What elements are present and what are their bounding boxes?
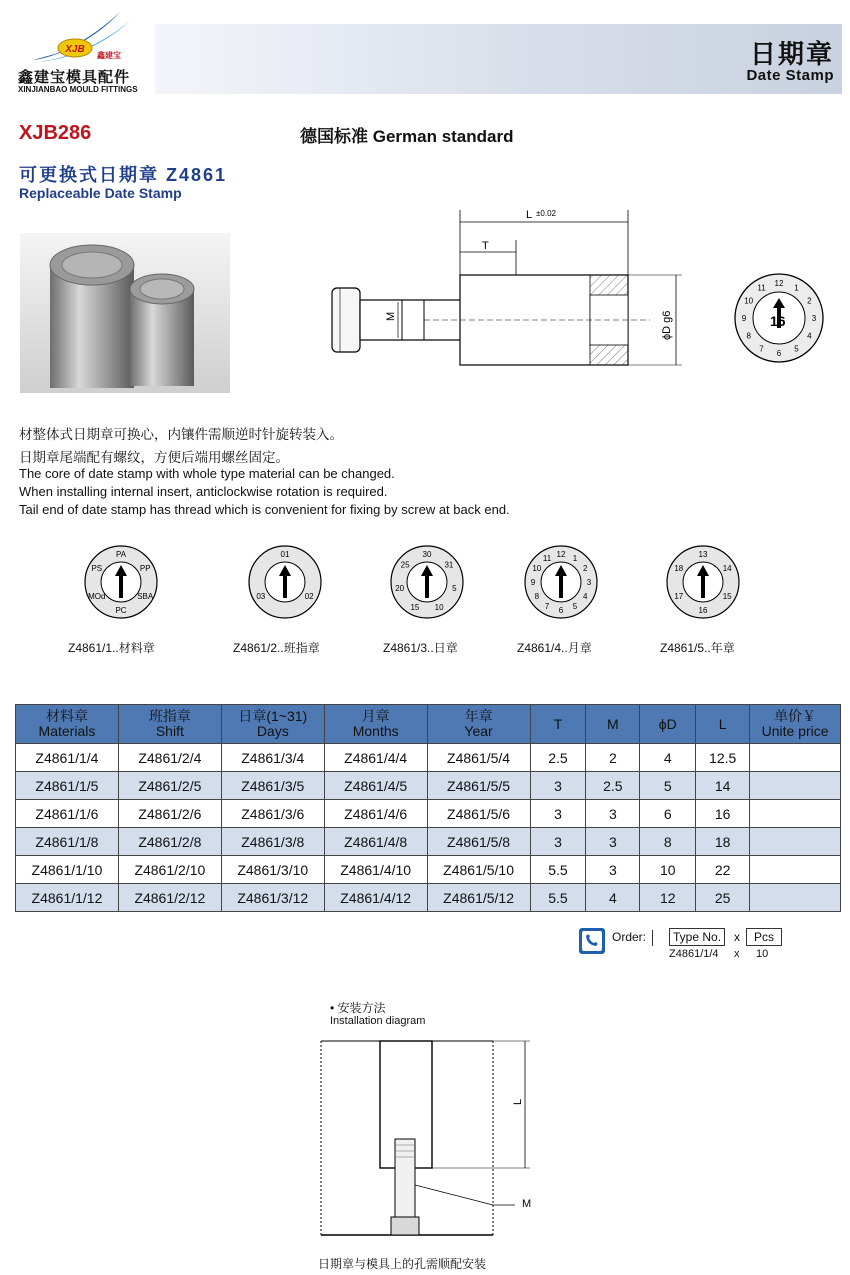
- table-cell: Z4861/1/10: [16, 856, 119, 884]
- table-cell: Z4861/3/6: [221, 800, 324, 828]
- dial-label: 02: [304, 592, 314, 601]
- col-T: T: [530, 705, 586, 744]
- main-dial-number: 9: [741, 314, 747, 323]
- order-example-type: Z4861/1/4: [669, 948, 719, 960]
- dial-label: PC: [115, 606, 127, 615]
- dial-label: 31: [444, 560, 454, 570]
- main-dial-number: 7: [759, 344, 764, 354]
- dial-label: 25: [400, 560, 410, 570]
- company-logo: [25, 6, 150, 68]
- dial-label: 13: [698, 550, 708, 559]
- table-cell: 14: [696, 772, 750, 800]
- table-cell: Z4861/2/12: [118, 884, 221, 912]
- installation-title-en: Installation diagram: [330, 1015, 426, 1027]
- table-cell: Z4861/3/4: [221, 744, 324, 772]
- product-standard: 德国标准 German standard: [300, 127, 514, 146]
- table-row: [16, 884, 841, 912]
- installation-diagram: [315, 1035, 555, 1245]
- table-cell: 5.5: [530, 884, 586, 912]
- header-title-en: Date Stamp: [746, 67, 834, 84]
- table-cell: [750, 884, 841, 912]
- logo-badge-text: XJB: [65, 44, 85, 55]
- dial-label: 16: [698, 606, 708, 615]
- sample-dial-3: [391, 546, 463, 618]
- table-cell: Z4861/5/12: [427, 884, 530, 912]
- table-cell: 16: [696, 800, 750, 828]
- table-cell: 3: [530, 800, 586, 828]
- dial-label: 2: [582, 564, 588, 573]
- table-cell: 2: [586, 744, 640, 772]
- main-dial-number: 12: [774, 279, 784, 288]
- header-title-cn: 日期章: [749, 39, 834, 69]
- table-row: [16, 744, 841, 772]
- order-example-x: x: [734, 948, 740, 960]
- table-row: [16, 800, 841, 828]
- table-cell: Z4861/1/12: [16, 884, 119, 912]
- table-cell: 4: [640, 744, 696, 772]
- dial-label: 1: [572, 553, 578, 563]
- M-dimension-label: M: [385, 311, 397, 321]
- product-name-en: Replaceable Date Stamp: [19, 185, 182, 201]
- table-cell: 3: [530, 828, 586, 856]
- install-M-label: M: [522, 1198, 532, 1210]
- dial-label: 10: [434, 603, 444, 613]
- table-cell: Z4861/3/5: [221, 772, 324, 800]
- spec-table: [15, 704, 841, 912]
- table-cell: 8: [640, 828, 696, 856]
- logo-sub-text: 鑫建宝: [97, 51, 121, 60]
- dial-label: 15: [410, 603, 420, 613]
- main-dial-number: 10: [744, 296, 754, 306]
- table-cell: Z4861/1/5: [16, 772, 119, 800]
- screw-head: [391, 1217, 419, 1235]
- col-materials: 材料章 Materials: [16, 705, 119, 744]
- order-example-qty: 10: [756, 948, 769, 960]
- col-D: ϕD: [640, 705, 696, 744]
- dial-caption-3: Z4861/3..日章: [383, 641, 458, 655]
- dial-label: SBA: [137, 592, 154, 601]
- col-year: 年章 Year: [427, 705, 530, 744]
- table-cell: Z4861/2/5: [118, 772, 221, 800]
- dial-label: 7: [544, 602, 550, 612]
- dial-label: 01: [280, 550, 290, 559]
- dial-label: 3: [586, 578, 592, 587]
- dial-label: 18: [674, 564, 684, 573]
- table-cell: 6: [640, 800, 696, 828]
- table-cell: Z4861/2/6: [118, 800, 221, 828]
- table-cell: Z4861/1/4: [16, 744, 119, 772]
- technical-drawing: [320, 200, 700, 375]
- dial-label: 12: [556, 550, 566, 559]
- dial-label: 11: [542, 553, 552, 563]
- dial-label: 5: [572, 602, 578, 612]
- table-cell: Z4861/2/8: [118, 828, 221, 856]
- table-cell: Z4861/3/10: [221, 856, 324, 884]
- col-shift: 班指章 Shift: [118, 705, 221, 744]
- table-cell: Z4861/5/8: [427, 828, 530, 856]
- table-cell: Z4861/5/10: [427, 856, 530, 884]
- dial-label: 15: [722, 592, 732, 601]
- dial-label: PS: [91, 564, 103, 573]
- table-cell: 5.5: [530, 856, 586, 884]
- main-dial: [733, 272, 825, 364]
- dial-label: PA: [115, 550, 127, 559]
- table-cell: Z4861/4/10: [324, 856, 427, 884]
- dial-label: 30: [422, 550, 432, 559]
- dial-label: 20: [395, 584, 405, 594]
- desc-en-3: Tail end of date stamp has thread which is convenient for fixing by screw at back end.: [19, 502, 510, 517]
- dial-label: MOd: [88, 592, 106, 601]
- table-cell: 18: [696, 828, 750, 856]
- table-cell: 4: [586, 884, 640, 912]
- sample-dial-1: [85, 546, 157, 618]
- table-cell: 10: [640, 856, 696, 884]
- table-cell: 3: [586, 800, 640, 828]
- installation-title-cn: • 安装方法: [330, 1001, 386, 1015]
- T-dimension-label: T: [482, 240, 489, 252]
- company-name-cn: 鑫建宝模具配件: [18, 69, 131, 86]
- spec-table-header: [16, 705, 841, 744]
- desc-en-2: When installing internal insert, anticlockwise rotation is required.: [19, 484, 388, 499]
- col-months: 月章 Months: [324, 705, 427, 744]
- table-cell: Z4861/5/6: [427, 800, 530, 828]
- company-name-en: XINJIANBAO MOULD FITTINGS: [18, 85, 138, 94]
- table-cell: Z4861/3/12: [221, 884, 324, 912]
- dial-label: 9: [530, 578, 536, 587]
- table-cell: 5: [640, 772, 696, 800]
- desc-cn-2: 日期章尾端配有螺纹，方便后端用螺丝固定。: [19, 450, 289, 465]
- table-row: [16, 828, 841, 856]
- main-dial-number: 11: [757, 283, 766, 293]
- order-label: Order:: [612, 930, 647, 944]
- col-price: 单价￥ Unite price: [750, 705, 841, 744]
- table-cell: 2.5: [530, 744, 586, 772]
- table-row: [16, 772, 841, 800]
- dial-caption-4: Z4861/4..月章: [517, 641, 592, 655]
- dial-label: PP: [139, 564, 151, 573]
- dial-label: 17: [674, 592, 684, 601]
- main-dial-number: 8: [746, 331, 751, 341]
- order-type-box: Type No.: [669, 928, 725, 946]
- table-cell: 3: [530, 772, 586, 800]
- table-cell: 12: [640, 884, 696, 912]
- table-cell: 2.5: [586, 772, 640, 800]
- table-cell: Z4861/3/8: [221, 828, 324, 856]
- table-cell: Z4861/1/8: [16, 828, 119, 856]
- table-cell: [750, 744, 841, 772]
- dial-label: 8: [534, 592, 540, 601]
- main-dial-number: 5: [794, 344, 799, 354]
- order-pcs-box: Pcs: [746, 928, 782, 946]
- table-cell: Z4861/2/4: [118, 744, 221, 772]
- dial-caption-5: Z4861/5..年章: [660, 641, 735, 655]
- table-cell: Z4861/5/5: [427, 772, 530, 800]
- phone-order-icon: [578, 927, 606, 955]
- main-dial-number: 4: [807, 331, 812, 341]
- main-dial-number: 1: [794, 283, 799, 293]
- sample-dial-2: [249, 546, 321, 618]
- table-cell: Z4861/4/8: [324, 828, 427, 856]
- product-code: XJB286: [19, 122, 92, 144]
- table-cell: Z4861/4/12: [324, 884, 427, 912]
- col-days: 日章(1~31) Days: [221, 705, 324, 744]
- desc-cn-1: 材整体式日期章可换心，内镶件需顺逆时针旋转装入。: [19, 427, 343, 442]
- L-tolerance: ±0.02: [536, 209, 556, 218]
- table-cell: [750, 800, 841, 828]
- dial-label: 10: [532, 564, 542, 573]
- stamp-head: [332, 288, 360, 352]
- table-cell: Z4861/2/10: [118, 856, 221, 884]
- header-band: [155, 24, 842, 94]
- table-cell: Z4861/4/6: [324, 800, 427, 828]
- product-photo: [20, 233, 230, 393]
- L-dimension-label: L: [526, 209, 533, 221]
- table-cell: 25: [696, 884, 750, 912]
- table-cell: [750, 772, 841, 800]
- dial-label: 5: [452, 584, 457, 594]
- main-dial-number: 6: [776, 349, 782, 358]
- table-cell: [750, 828, 841, 856]
- dial-caption-2: Z4861/2..班指章: [233, 641, 320, 655]
- dial-label: 6: [558, 606, 564, 615]
- table-cell: Z4861/4/4: [324, 744, 427, 772]
- col-M: M: [586, 705, 640, 744]
- table-cell: 3: [586, 828, 640, 856]
- main-dial-center: 16: [770, 313, 786, 329]
- dial-label: 4: [582, 592, 588, 601]
- desc-en-1: The core of date stamp with whole type material can be changed.: [19, 466, 395, 481]
- table-cell: Z4861/5/4: [427, 744, 530, 772]
- dial-caption-1: Z4861/1..材料章: [68, 641, 155, 655]
- table-cell: 3: [586, 856, 640, 884]
- table-cell: [750, 856, 841, 884]
- order-x: x: [734, 930, 740, 944]
- install-L-label: L: [512, 1098, 524, 1105]
- sample-dial-4: [525, 546, 597, 618]
- fixing-screw: [395, 1139, 415, 1225]
- main-dial-number: 2: [807, 296, 812, 306]
- installation-caption: 日期章与模具上的孔需顺配安装: [318, 1257, 487, 1271]
- product-name-cn: 可更换式日期章 Z4861: [19, 165, 228, 185]
- main-dial-number: 3: [811, 314, 817, 323]
- D-dimension-label: ϕD g6: [661, 310, 673, 340]
- dial-label: 03: [256, 592, 266, 601]
- table-cell: 22: [696, 856, 750, 884]
- table-row: [16, 856, 841, 884]
- table-cell: Z4861/4/5: [324, 772, 427, 800]
- dial-label: 14: [722, 564, 732, 573]
- sample-dial-5: [667, 546, 739, 618]
- col-L: L: [696, 705, 750, 744]
- table-cell: 12.5: [696, 744, 750, 772]
- table-cell: Z4861/1/6: [16, 800, 119, 828]
